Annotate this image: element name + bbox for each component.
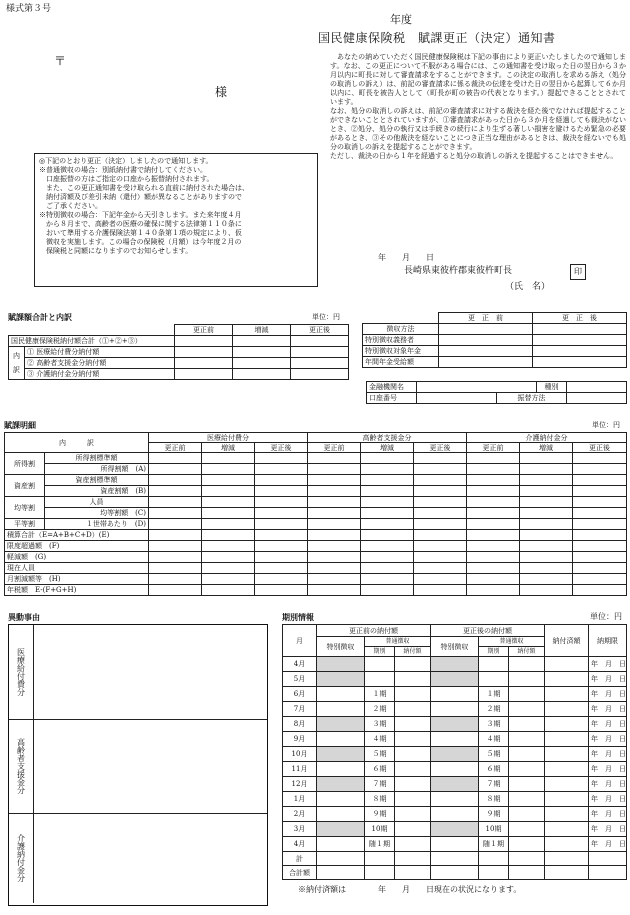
period-paid: [545, 657, 589, 672]
period-month: 11月: [283, 762, 317, 777]
period-before-kibetsu: ２期: [365, 702, 395, 717]
period-futsu-header: 普通徴収: [479, 637, 545, 647]
period-after-amount: [509, 762, 545, 777]
period-row: [283, 762, 627, 777]
period-after-kibetsu: ９期: [479, 807, 509, 822]
period-after-amount: [509, 747, 545, 762]
period-due: 年 月 日: [589, 837, 627, 852]
summary-unit: 単位：円: [312, 313, 340, 321]
period-before-amount: [395, 807, 431, 822]
period-month: 1月: [283, 792, 317, 807]
period-after-amount: [509, 702, 545, 717]
period-before-kibetsu: ３期: [365, 717, 395, 732]
period-before-amount: [395, 792, 431, 807]
period-due: 年 月 日: [589, 657, 627, 672]
period-before-tokubetsu: [317, 747, 365, 762]
period-due-header: 納期限: [589, 625, 627, 657]
period-after-tokubetsu: [431, 822, 479, 837]
period-paid: [545, 777, 589, 792]
period-total-label: 計: [283, 852, 317, 866]
period-before-kibetsu: [365, 657, 395, 672]
summary-header: 更正後: [291, 325, 349, 336]
period-before-amount: [395, 672, 431, 687]
period-paid: [545, 807, 589, 822]
period-before-kibetsu: 随１期: [365, 837, 395, 852]
period-before-tokubetsu: [317, 717, 365, 732]
period-after-kibetsu: ４期: [479, 732, 509, 747]
notice-line: から８月まで、高齢者の医療の確保に関する法律第１１０条に: [39, 220, 242, 228]
intro-paragraph: ただし、裁決の日から１年を経過すると処分の取消しの訴えを提起することはできません。: [330, 152, 618, 160]
notice-line: 口座振替の方はご指定の口座から振替納付されます。: [39, 175, 214, 183]
date-line: 年 月 日: [378, 253, 434, 262]
period-after-amount: [509, 672, 545, 687]
summary-row-label: ② 高齢者支援金分納付額: [25, 358, 175, 369]
reasons-section-label: 介護納付金分: [16, 834, 26, 882]
period-after-kibetsu: １期: [479, 687, 509, 702]
period-after-kibetsu: ７期: [479, 777, 509, 792]
detail-group-label: 所得割: [5, 453, 45, 475]
year-label: 年度: [390, 13, 412, 26]
period-month: 8月: [283, 717, 317, 732]
period-after-kibetsu: 随１期: [479, 837, 509, 852]
pension-table: [362, 312, 627, 368]
period-after-amount: [509, 732, 545, 747]
period-before-tokubetsu: [317, 792, 365, 807]
period-after-amount: [509, 837, 545, 852]
period-paid: [545, 717, 589, 732]
detail-unit: 単位：円: [592, 421, 620, 429]
period-month: 4月: [283, 837, 317, 852]
period-due: 年 月 日: [589, 747, 627, 762]
period-after-kibetsu: ５期: [479, 747, 509, 762]
period-month: 5月: [283, 672, 317, 687]
bank-account-label: 口座番号: [367, 393, 417, 404]
name-line: （氏 名）: [505, 282, 551, 292]
period-kibetsu-header: 期別: [479, 647, 509, 657]
period-kibetsu-header: 期別: [365, 647, 395, 657]
notice-line: また、この更正通知書を受け取られる直前に納付された場合は、: [39, 184, 249, 192]
form-number: 様式第３号: [6, 4, 52, 14]
detail-row-label: 所得割標準額: [45, 453, 149, 464]
page-title: 国民健康保険税 賦課更正（決定）通知書: [318, 31, 556, 45]
period-before-kibetsu: ９期: [365, 807, 395, 822]
reasons-content: [33, 719, 267, 814]
period-before-tokubetsu: [317, 762, 365, 777]
period-after-kibetsu: ６期: [479, 762, 509, 777]
detail-total-label: 年税額 E-(F+G+H): [5, 585, 149, 596]
detail-header-naiyaku: 内 訳: [5, 433, 149, 453]
notice-line: ご了承ください。: [39, 202, 102, 210]
detail-total-label: 積算合計（E=A+B+C+D）(E): [5, 530, 149, 541]
pension-row-label: 徴収方法: [363, 324, 439, 335]
honorific: 様: [215, 85, 228, 99]
period-month: 7月: [283, 702, 317, 717]
period-before-tokubetsu: [317, 702, 365, 717]
period-after-kibetsu: ８期: [479, 792, 509, 807]
period-due: 年 月 日: [589, 702, 627, 717]
period-after-tokubetsu: [431, 777, 479, 792]
period-after-tokubetsu: [431, 762, 479, 777]
period-after-tokubetsu: [431, 717, 479, 732]
period-due: 年 月 日: [589, 717, 627, 732]
detail-total-label: 月割減額等 (H): [5, 574, 149, 585]
period-after-amount: [509, 687, 545, 702]
bank-type-label: 種別: [537, 382, 567, 393]
period-month: 2月: [283, 807, 317, 822]
period-after-kibetsu: 10期: [479, 822, 509, 837]
bank-name-label: 金融機関名: [367, 382, 417, 393]
period-month: 6月: [283, 687, 317, 702]
postal-mark: 〒: [54, 54, 67, 68]
period-before-tokubetsu: [317, 657, 365, 672]
period-due: 年 月 日: [589, 687, 627, 702]
detail-row-label: 資産割額 (B): [45, 486, 149, 497]
period-before-kibetsu: ６期: [365, 762, 395, 777]
detail-row-label: 所得割額 (A): [45, 464, 149, 475]
period-after-amount: [509, 807, 545, 822]
period-paid: [545, 837, 589, 852]
period-after-amount: [509, 657, 545, 672]
seal-mark: 印: [570, 264, 586, 280]
reasons-section: [9, 813, 34, 903]
pension-row-label: 年間年金受給額: [363, 357, 439, 368]
period-due: 年 月 日: [589, 792, 627, 807]
period-before-kibetsu: ８期: [365, 792, 395, 807]
period-before-amount: [395, 837, 431, 852]
period-after-tokubetsu: [431, 702, 479, 717]
notice-line: ※普通徴収の場合：別紙納付書で納付してください。: [39, 166, 207, 174]
notice-line: おいて準用する介護保険法第１４０条第１項の規定により、仮: [39, 229, 242, 237]
period-before-header: 更正前の納付額: [317, 625, 431, 637]
period-before-kibetsu: ７期: [365, 777, 395, 792]
period-title: 期別情報: [282, 612, 314, 622]
detail-row-label: 資産割標準額: [45, 475, 149, 486]
period-tokubetsu-header: 特別徴収: [431, 637, 479, 657]
detail-sub-header: 更正後: [255, 443, 308, 453]
reasons-section-label: 高齢者支援金分: [16, 738, 26, 794]
summary-row-label: ③ 介護納付金分納付額: [25, 369, 175, 380]
period-after-amount: [509, 822, 545, 837]
period-nofugaku-header: 納付額: [509, 647, 545, 657]
period-before-tokubetsu: [317, 837, 365, 852]
detail-sub-header: 更正前: [467, 443, 520, 453]
period-row: [283, 822, 627, 837]
period-paid: [545, 732, 589, 747]
notice-line: ※特別徴収の場合：下記年金から天引きします。また来年度４月: [39, 211, 242, 219]
period-paid: [545, 822, 589, 837]
detail-group-header: 医療給付費分: [149, 433, 308, 443]
detail-sub-header: 増減: [202, 443, 255, 453]
period-nofugaku-header: 納付額: [395, 647, 431, 657]
period-before-amount: [395, 702, 431, 717]
period-after-amount: [509, 792, 545, 807]
period-row: [283, 702, 627, 717]
period-before-tokubetsu: [317, 777, 365, 792]
period-row: [283, 732, 627, 747]
issuer-name: 長崎県東彼杵郡東彼杵町長: [404, 266, 513, 276]
period-after-kibetsu: ３期: [479, 717, 509, 732]
detail-total-label: 軽減額 (G): [5, 552, 149, 563]
period-before-tokubetsu: [317, 807, 365, 822]
period-paid: [545, 747, 589, 762]
period-after-tokubetsu: [431, 732, 479, 747]
period-before-tokubetsu: [317, 822, 365, 837]
period-after-tokubetsu: [431, 807, 479, 822]
detail-sub-header: 増減: [361, 443, 414, 453]
period-due: 年 月 日: [589, 777, 627, 792]
pension-header: 更 正 後: [533, 313, 627, 324]
detail-sub-header: 増減: [520, 443, 573, 453]
period-row: [283, 672, 627, 687]
period-before-tokubetsu: [317, 672, 365, 687]
period-before-tokubetsu: [317, 687, 365, 702]
notice-line: 徴収を実施します。この場合の保険税（月額）は今年度２月の: [39, 238, 242, 246]
period-due: 年 月 日: [589, 762, 627, 777]
summary-header: 増減: [233, 325, 291, 336]
period-before-amount: [395, 747, 431, 762]
period-row: [283, 657, 627, 672]
bank-method-label: 振替方法: [497, 393, 567, 404]
period-month: 12月: [283, 777, 317, 792]
summary-header: 更正前: [175, 325, 233, 336]
reasons-title: 異動事由: [8, 612, 40, 622]
period-futsu-header: 普通徴収: [365, 637, 431, 647]
period-table: [282, 624, 627, 880]
intro-paragraph: なお、処分の取消しの訴えは、前記の審査請求に対する裁決を経た後でなければ提起することができないこととされていますが、①審査請求があった日から３か月を経過しても裁決がないとき、②処分、処分の執行又は手続きの続行により生ずる著しい損害を避けるため緊急の必要があるとき、③その他裁決を経ないことにつき正当な理由があるときは、裁決を経ないでも処分の取消しの訴えを提起することができます。: [330, 107, 626, 151]
detail-sub-header: 更正前: [149, 443, 202, 453]
period-after-tokubetsu: [431, 747, 479, 762]
detail-group-label: 均等割: [5, 497, 45, 519]
period-footnote: ※納付済額は 年 月 日現在の状況になります。: [298, 885, 522, 894]
detail-sub-header: 更正後: [573, 443, 627, 453]
period-before-amount: [395, 687, 431, 702]
period-tokubetsu-header: 特別徴収: [317, 637, 365, 657]
notice-line: 保険税と同額になりますのでお知らせします。: [39, 247, 193, 255]
bank-table: [366, 381, 627, 404]
notice-box: [34, 153, 318, 287]
detail-sub-header: 更正後: [414, 443, 467, 453]
period-after-tokubetsu: [431, 657, 479, 672]
period-row: [283, 777, 627, 792]
period-unit: 単位：円: [590, 612, 622, 621]
period-before-amount: [395, 732, 431, 747]
period-before-kibetsu: 10期: [365, 822, 395, 837]
period-rows: [283, 657, 627, 852]
period-before-amount: [395, 762, 431, 777]
pension-row-label: 特別徴収義務者: [363, 335, 439, 346]
reasons-content: [33, 625, 267, 720]
summary-row-label: ① 医療給付費分納付額: [25, 347, 175, 358]
period-row: [283, 687, 627, 702]
pension-row-label: 特別徴収対象年金: [363, 346, 439, 357]
period-before-kibetsu: [365, 672, 395, 687]
period-before-amount: [395, 822, 431, 837]
detail-total-label: 現在人員: [5, 563, 149, 574]
period-month: 9月: [283, 732, 317, 747]
period-month: 10月: [283, 747, 317, 762]
detail-sub-header: 更正前: [308, 443, 361, 453]
period-due: 年 月 日: [589, 732, 627, 747]
summary-total-label: 国民健康保険税納付額合計（①+②+③）: [9, 336, 175, 347]
summary-side-label: 内 訳: [9, 347, 25, 380]
detail-row-label: 人員: [45, 497, 149, 508]
period-before-kibetsu: １期: [365, 687, 395, 702]
period-paid: [545, 792, 589, 807]
period-after-kibetsu: [479, 657, 509, 672]
period-before-amount: [395, 717, 431, 732]
intro-text: [330, 53, 626, 161]
period-before-kibetsu: ４期: [365, 732, 395, 747]
period-month: 3月: [283, 822, 317, 837]
period-before-amount: [395, 777, 431, 792]
period-paid-header: 納付済額: [545, 625, 589, 657]
notice-line: ◎下記のとおり更正（決定）しましたので通知します。: [39, 157, 213, 165]
period-row: [283, 747, 627, 762]
summary-table: [8, 324, 349, 380]
period-due: 年 月 日: [589, 822, 627, 837]
period-before-amount: [395, 657, 431, 672]
period-after-kibetsu: ２期: [479, 702, 509, 717]
summary-title: 賦課額合計と内訳: [8, 312, 72, 322]
period-paid: [545, 672, 589, 687]
pension-header: 更 正 前: [439, 313, 533, 324]
period-due: 年 月 日: [589, 672, 627, 687]
detail-row-label: １世帯あたり (D): [45, 519, 149, 530]
detail-group-label: 資産割: [5, 475, 45, 497]
reasons-section: [9, 625, 34, 720]
detail-group-header: 介護納付金分: [467, 433, 627, 443]
period-month-header: 月: [283, 625, 317, 657]
period-month: 4月: [283, 657, 317, 672]
period-paid: [545, 762, 589, 777]
period-row: [283, 792, 627, 807]
period-after-tokubetsu: [431, 687, 479, 702]
detail-row-label: 均等割額 (C): [45, 508, 149, 519]
period-row: [283, 717, 627, 732]
period-paid: [545, 687, 589, 702]
period-after-amount: [509, 717, 545, 732]
detail-group-label: 平等割: [5, 519, 45, 530]
period-after-kibetsu: [479, 672, 509, 687]
period-before-kibetsu: ５期: [365, 747, 395, 762]
reasons-section-label: 医療給付費分: [16, 648, 26, 696]
period-after-tokubetsu: [431, 837, 479, 852]
reasons-box: [8, 624, 268, 906]
period-grand-total-label: 合計額: [283, 866, 317, 880]
detail-title: 賦課明細: [4, 420, 36, 430]
detail-group-header: 高齢者支援金分: [308, 433, 467, 443]
period-after-tokubetsu: [431, 792, 479, 807]
period-after-header: 更正後の納付額: [431, 625, 545, 637]
period-paid: [545, 702, 589, 717]
detail-table: [4, 432, 627, 596]
period-row: [283, 837, 627, 852]
period-after-amount: [509, 777, 545, 792]
period-due: 年 月 日: [589, 807, 627, 822]
period-before-tokubetsu: [317, 732, 365, 747]
period-after-tokubetsu: [431, 672, 479, 687]
notice-line: 納付済額及び差引未納（還付）額が異なることがありますので: [39, 193, 242, 201]
period-row: [283, 807, 627, 822]
reasons-section: [9, 719, 34, 814]
intro-paragraph: あなたの納めていただく国民健康保険税は下記の事由により更正いたしましたので通知します。なお、この更正について不服がある場合には、この通知書を受け取った日の翌日から３か月以内に町長に対して審査請求をすることができます。この決定の取消しを求める訴え（処分の取消しの訴え）は、前記の審査請求に係る裁決の伝達を受けた日の翌日から起算して６か月以内に、町長を被告人として（町長が町の被告の代表となります。）提起できることとされています。: [330, 53, 626, 106]
detail-total-label: 限度超過額 (F): [5, 541, 149, 552]
